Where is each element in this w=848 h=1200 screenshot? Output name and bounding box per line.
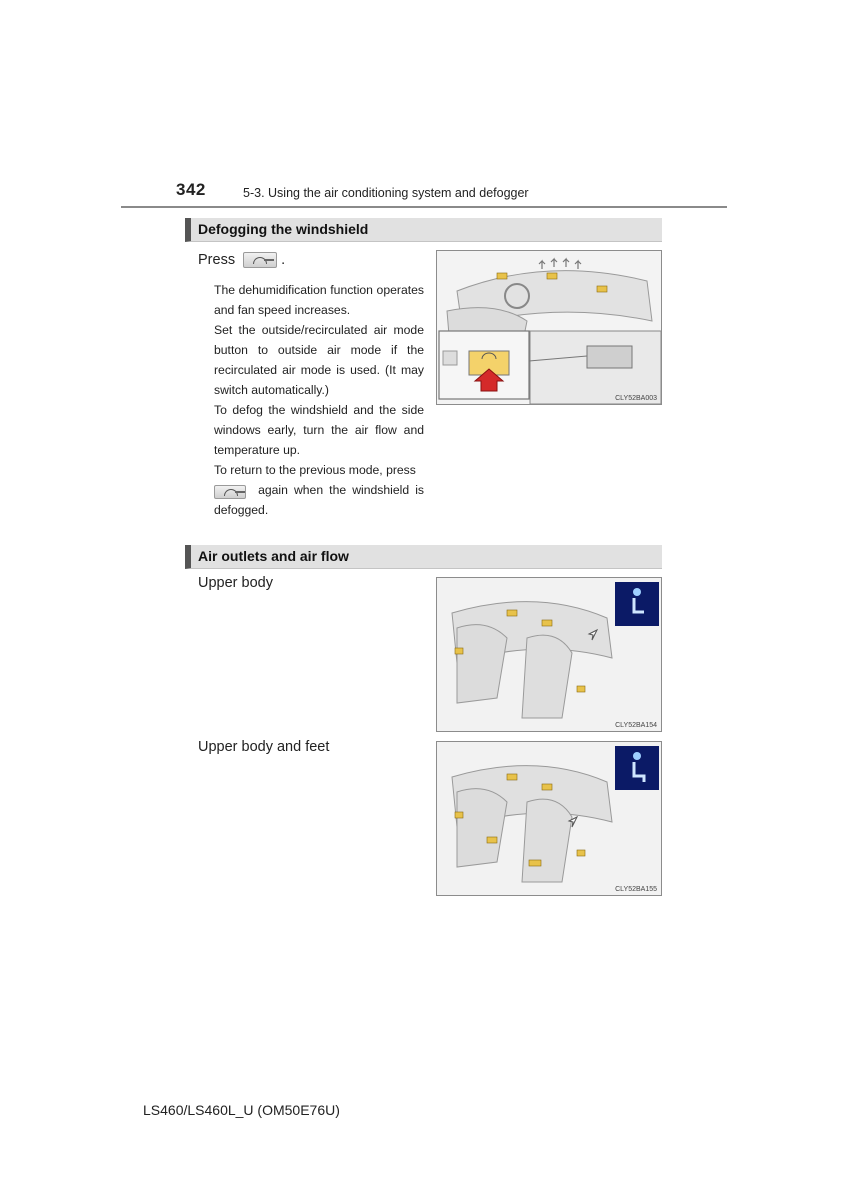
figure-code: CLY52BA154 (615, 722, 657, 729)
car-interior-illustration (437, 742, 661, 895)
paragraph: Set the outside/recirculated air mode button to outside air mode if the recirculated air mode is used. (It may switch automatically.) (214, 323, 424, 397)
defog-description (214, 280, 424, 520)
paragraph (214, 460, 424, 520)
figure-code: CLY52BA155 (615, 886, 657, 893)
press-label: Press (198, 252, 236, 268)
section-heading-defogging (185, 218, 662, 242)
figure-code: CLY52BA003 (615, 395, 657, 402)
section-title: Air outlets and air flow (198, 548, 349, 564)
paragraph-start: To return to the previous mode, press (214, 463, 416, 477)
mode-label-upper-body: Upper body (198, 575, 273, 591)
page-number: 342 (176, 180, 206, 199)
paragraph: The dehumidification function operates and fan speed increases. (214, 283, 424, 317)
car-interior-illustration (437, 251, 661, 404)
section-heading-air-outlets (185, 545, 662, 569)
mode-label-upper-body-and-feet: Upper body and feet (198, 739, 330, 755)
press-suffix: . (281, 252, 286, 268)
upper-body-figure (436, 577, 662, 732)
paragraph-end: again when the windshield is defogged. (214, 483, 424, 517)
windshield-defogger-button-icon (214, 485, 246, 499)
defogger-figure (436, 250, 662, 405)
windshield-defogger-button-icon (243, 252, 277, 268)
upper-body-and-feet-figure (436, 741, 662, 896)
section-title: Defogging the windshield (198, 221, 369, 237)
header-rule (121, 206, 727, 208)
chapter-title: 5-3. Using the air conditioning system and defogger (243, 186, 529, 200)
car-interior-illustration (437, 578, 661, 731)
press-instruction (198, 252, 285, 268)
paragraph: To defog the windshield and the side windows early, turn the air flow and temperature up. (214, 403, 424, 457)
footer-model: LS460/LS460L_U (OM50E76U) (143, 1102, 340, 1118)
